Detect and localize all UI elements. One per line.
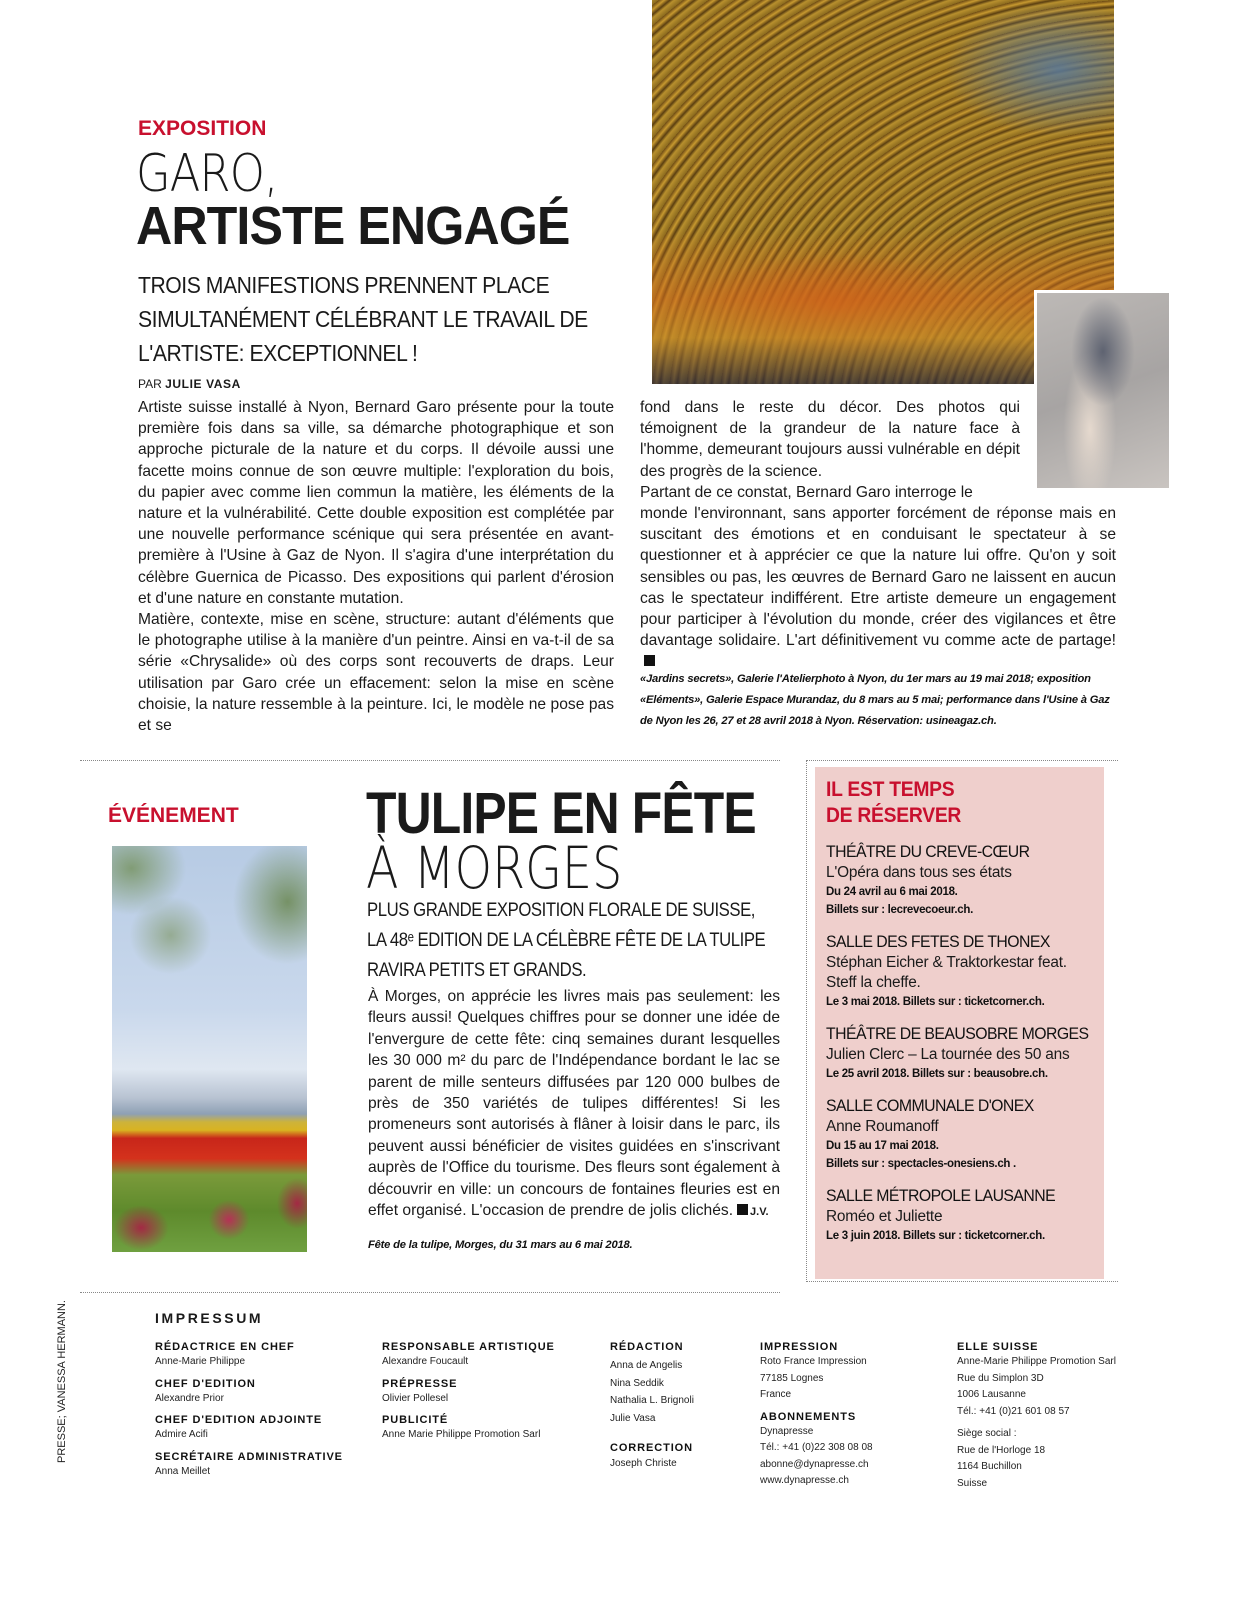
impressum-entry bbox=[760, 1410, 873, 1490]
venue-item bbox=[826, 1023, 1104, 1083]
venue-item bbox=[826, 1095, 1104, 1173]
impressum-label: PRÉPRESSE bbox=[382, 1377, 458, 1390]
impressum-value: Rue du Simplon 3D bbox=[957, 1372, 1044, 1384]
impressum-value: Nina Seddik bbox=[610, 1377, 664, 1389]
byline-author: JULIE VASA bbox=[165, 377, 241, 391]
impressum-column bbox=[610, 1340, 694, 1479]
impressum-value: Anna Meillet bbox=[155, 1465, 211, 1477]
impressum-title: IMPRESSUM bbox=[155, 1310, 264, 1326]
subtitle-line: PLUS GRANDE EXPOSITION FLORALE DE SUISSE, bbox=[367, 900, 755, 921]
section-kicker-exposition: EXPOSITION bbox=[138, 117, 267, 140]
venue-item bbox=[826, 1185, 1104, 1245]
impressum-label: CORRECTION bbox=[610, 1442, 693, 1454]
impressum-label: CHEF D'EDITION bbox=[155, 1377, 256, 1390]
impressum-column bbox=[155, 1340, 343, 1486]
impressum-entry bbox=[610, 1441, 694, 1473]
impressum-website-link[interactable]: www.dynapresse.ch bbox=[760, 1475, 849, 1486]
booking-title bbox=[826, 777, 1082, 829]
end-square-icon bbox=[644, 655, 655, 666]
impressum-entry bbox=[957, 1340, 1116, 1420]
article-title-line1: GARO, bbox=[136, 144, 278, 204]
section-kicker-evenement: ÉVÉNEMENT bbox=[108, 804, 239, 827]
impressum-value: Suisse bbox=[957, 1477, 988, 1489]
impressum-value: Julie Vasa bbox=[610, 1412, 656, 1424]
tree-branches-decoration bbox=[112, 846, 307, 1069]
venue-show: L'Opéra dans tous ses états bbox=[826, 864, 1012, 881]
venue-item bbox=[826, 841, 1104, 919]
exhibition-credits: «Jardins secrets», Galerie l'Atelierphoto à Nyon, du 1er mars au 19 mai 2018; exposition «Eléments», Galerie Espace Murandaz, du 8 mars au 5 mai; performance dans l'Usine à Gaz de Nyon les 26, 27 et 28 avril 2018 à Nyon. Réservation: usineagaz.ch. bbox=[640, 673, 1110, 727]
impressum-entry bbox=[155, 1450, 343, 1481]
impressum-email-link[interactable]: abonne@dynapresse.ch bbox=[760, 1458, 869, 1470]
venue-tickets: Le 25 avril 2018. Billets sur : beausobre.ch. bbox=[826, 1068, 1048, 1080]
venue-name: SALLE MÉTROPOLE LAUSANNE bbox=[826, 1186, 1056, 1205]
impressum-value: Anne-Marie Philippe Promotion Sarl bbox=[957, 1356, 1116, 1367]
author-signature: J.V. bbox=[750, 1206, 769, 1219]
photo-credit-text: PRESSE; VANESSA HERMANN. bbox=[56, 1300, 68, 1464]
article-title-line2: ARTISTE ENGAGÉ bbox=[136, 196, 570, 256]
impressum-value: Nathalia L. Brignoli bbox=[610, 1395, 694, 1406]
impressum-entry bbox=[155, 1413, 343, 1444]
pink-tulips-decoration bbox=[112, 1171, 307, 1252]
impressum-entry bbox=[957, 1426, 1116, 1492]
impressum-value: Alexandre Prior bbox=[155, 1392, 224, 1404]
venue-tickets: Billets sur : spectacles-onesiens.ch . bbox=[826, 1158, 1016, 1170]
body-paragraph-text: monde l'environnant, sans apporter forcément de réponse mais en suscitant des émotions et en conduisant le spectateur à se questionner et à apprécier ce que la nature lui offre. Qu'on y soit sensibles ou pas, les œuvres de Bernard Garo ne laissent en aucun cas le spectateur indifférent. Etre artiste demeure un engagement pour participer à l'évolution du monde, créer des vigilances et être davantage solidaire. L'art définitivement vu comme acte de partage! bbox=[640, 505, 1116, 650]
impressum-label: ABONNEMENTS bbox=[760, 1410, 857, 1423]
body-paragraph-text: À Morges, on apprécie les livres mais pas seulement: les fleurs aussi! Quelques chiffres pour se donner une idée de l'envergure de cette fête: cinq semaines durant lesquelles les 30 000 m² du parc de l'Indépendance bordant le lac se parent de mille senteurs diffusées par 120 000 bulbes de près de 350 variétés de tulipes différentes! Si les promeneurs sont autorisés à flâner à loisir dans le parc, ils peuvent aussi bénéficier de visites guidées en s'inscrivant auprès de l'Office du tourisme. Des fleurs sont également à découvrir en ville: un concours de fontaines fleuries est en effet organisé. L'occasion de prendre de jolis clichés. bbox=[368, 988, 780, 1220]
venue-tickets: Billets sur : lecrevecoeur.ch. bbox=[826, 904, 973, 916]
venue-name: THÉÂTRE DU CREVE-CŒUR bbox=[826, 842, 1030, 861]
impressum-value: 77185 Lognes bbox=[760, 1372, 824, 1384]
venue-item bbox=[826, 931, 1104, 1011]
end-square-icon bbox=[737, 1204, 748, 1215]
venue-name: SALLE COMMUNALE D'ONEX bbox=[826, 1096, 1034, 1115]
impressum-value: Dynapresse bbox=[760, 1425, 814, 1437]
impressum-value: Anne Marie Philippe Promotion Sarl bbox=[382, 1429, 541, 1440]
impressum-value: Olivier Pollesel bbox=[382, 1392, 449, 1404]
article-subtitle bbox=[138, 268, 588, 370]
impressum-label: RESPONSABLE ARTISTIQUE bbox=[382, 1341, 555, 1353]
subtitle-line: SIMULTANÉMENT CÉLÉBRANT LE TRAVAIL DE bbox=[138, 306, 588, 332]
impressum-label: RÉDACTRICE EN CHEF bbox=[155, 1341, 295, 1353]
article2-title-line2: À MORGES bbox=[366, 834, 623, 902]
section-divider bbox=[80, 760, 780, 761]
impressum-entry bbox=[610, 1340, 694, 1427]
subtitle-line: L'ARTISTE: EXCEPTIONNEL ! bbox=[138, 340, 418, 366]
venue-dates: Du 15 au 17 mai 2018. bbox=[826, 1140, 939, 1152]
section-divider bbox=[80, 1292, 780, 1293]
booking-title-line: DE RÉSERVER bbox=[826, 804, 962, 827]
impressum-label: IMPRESSION bbox=[760, 1341, 839, 1353]
body-paragraph: Matière, contexte, mise en scène, structure: autant d'éléments que le photographe utilise à la manière d'un peintre. Ainsi en va-t-il de sa série «Chrysalide» où des corps sont recouverts de draps. Leur utilisation par Garo crée un effacement: selon la mise en scène choisie, la nature ressemble à la peinture. Ici, le modèle ne pose pas et se bbox=[138, 611, 614, 735]
article2-body bbox=[368, 986, 780, 1223]
impressum-entry bbox=[382, 1340, 555, 1371]
venue-dates: Du 24 avril au 6 mai 2018. bbox=[826, 886, 958, 898]
tulip-photo-image bbox=[112, 846, 307, 1252]
impressum-value: 1006 Lausanne bbox=[957, 1389, 1026, 1400]
venue-tickets: Le 3 mai 2018. Billets sur : ticketcorner.ch. bbox=[826, 996, 1045, 1008]
impressum-entry bbox=[155, 1377, 343, 1408]
impressum-entry bbox=[760, 1340, 873, 1404]
impressum-value: Anna de Angelis bbox=[610, 1360, 683, 1371]
impressum-column bbox=[382, 1340, 555, 1450]
impressum-entry bbox=[382, 1377, 555, 1408]
article-body-column-2 bbox=[640, 397, 1116, 673]
body-paragraph bbox=[640, 503, 1116, 673]
impressum-value: Tél.: +41 (0)21 601 08 57 bbox=[957, 1405, 1070, 1417]
venue-name: THÉÂTRE DE BEAUSOBRE MORGES bbox=[826, 1024, 1089, 1043]
venue-tickets: Le 3 juin 2018. Billets sur : ticketcorner.ch. bbox=[826, 1230, 1045, 1242]
booking-box bbox=[815, 767, 1104, 1279]
venue-show: Stéphan Eicher & Traktorkestar feat. Steff la cheffe. bbox=[826, 954, 1067, 991]
body-paragraph: Artiste suisse installé à Nyon, Bernard Garo présente pour la toute première fois dans sa ville, sa démarche photographique et son approche picturale de la nature et du corps. Il dévoile aussi une facette moins connue de son œuvre multiple: l'exploration du bois, du papier avec comme lien commun la matière, les éléments de la nature et la vulnérabilité. Cette double exposition est complétée par une nouvelle performance scénique qui sera présentée en avant-première à l'Usine à Gaz de Nyon. Il s'agira d'une interprétation du célèbre Guernica de Picasso. Des expositions qui parlent d'érosion et d'une nature en constante mutation. bbox=[138, 399, 614, 607]
article2-title-line1: TULIPE EN FÊTE bbox=[366, 781, 756, 846]
article2-subtitle bbox=[367, 896, 766, 986]
impressum-label: RÉDACTION bbox=[610, 1341, 684, 1353]
impressum-label: PUBLICITÉ bbox=[382, 1414, 449, 1426]
impressum-value: Roto France Impression bbox=[760, 1356, 867, 1367]
body-paragraph: fond dans le reste du décor. Des photos qui témoignent de la grandeur de la nature face à l'homme, demeurant toujours aussi vulnérable en dépit des progrès de la science. bbox=[640, 399, 1020, 480]
impressum-value: Joseph Christe bbox=[610, 1458, 677, 1469]
impressum-label: CHEF D'EDITION ADJOINTE bbox=[155, 1414, 323, 1426]
event-credits: Fête de la tulipe, Morges, du 31 mars au 6 mai 2018. bbox=[368, 1239, 633, 1251]
impressum-value: Siège social : bbox=[957, 1428, 1017, 1439]
impressum-value: Tél.: +41 (0)22 308 08 08 bbox=[760, 1442, 873, 1453]
impressum-entry bbox=[155, 1340, 343, 1371]
impressum-column bbox=[760, 1340, 873, 1496]
byline bbox=[138, 377, 241, 391]
subtitle-line: LA 48ᵉ EDITION DE LA CÉLÈBRE FÊTE DE LA TULIPE bbox=[367, 930, 766, 951]
booking-title-line: IL EST TEMPS bbox=[826, 778, 955, 801]
impressum-value: Rue de l'Horloge 18 bbox=[957, 1444, 1046, 1456]
impressum-value: Admire Acifi bbox=[155, 1429, 208, 1440]
impressum-label: ELLE SUISSE bbox=[957, 1341, 1039, 1353]
impressum-label: SECRÉTAIRE ADMINISTRATIVE bbox=[155, 1450, 343, 1463]
venue-show: Roméo et Juliette bbox=[826, 1208, 943, 1225]
impressum-value: Alexandre Foucault bbox=[382, 1356, 469, 1367]
venue-show: Julien Clerc – La tournée des 50 ans bbox=[826, 1046, 1070, 1063]
impressum-value: Anne-Marie Philippe bbox=[155, 1356, 246, 1367]
impressum-column bbox=[957, 1340, 1116, 1498]
body-paragraph: Partant de ce constat, Bernard Garo interroge le bbox=[640, 483, 973, 501]
impressum-entry bbox=[382, 1413, 555, 1444]
subtitle-line: TROIS MANIFESTIONS PRENNENT PLACE bbox=[138, 272, 550, 298]
impressum-value: France bbox=[760, 1389, 792, 1400]
impressum-value: 1164 Buchillon bbox=[957, 1461, 1022, 1472]
venue-name: SALLE DES FETES DE THONEX bbox=[826, 932, 1050, 951]
subtitle-line: RAVIRA PETITS ET GRANDS. bbox=[367, 960, 587, 981]
byline-prefix: PAR bbox=[138, 377, 162, 391]
article-body-column-1 bbox=[138, 397, 614, 736]
venue-show: Anne Roumanoff bbox=[826, 1118, 939, 1135]
